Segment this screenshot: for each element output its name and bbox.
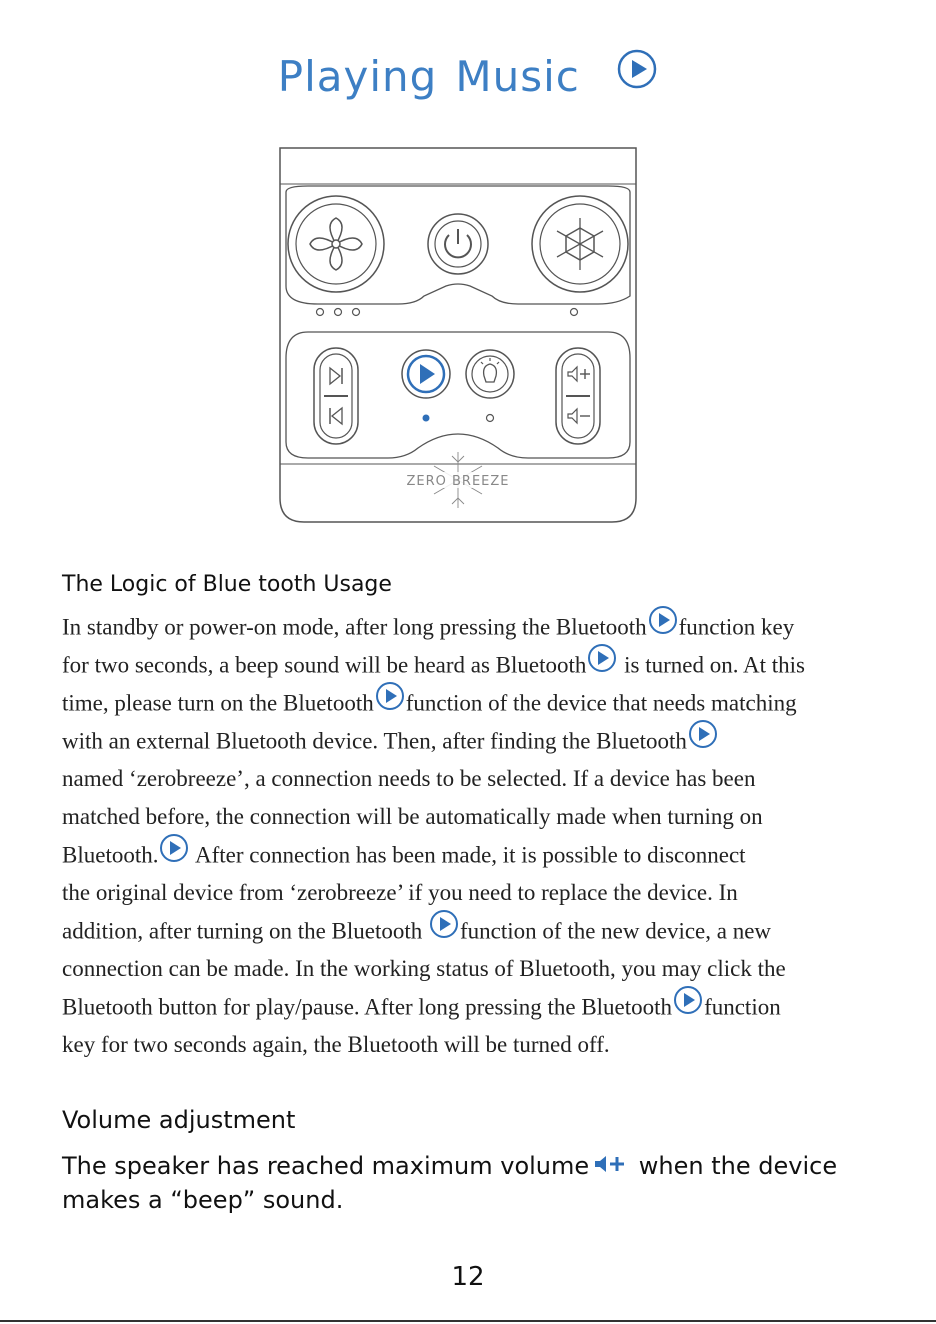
paragraph-line: Bluetooth. After connection has been made, it is possible to disconnect [62,836,882,874]
light-bulb-icon [466,350,514,398]
play-circle-icon [375,681,405,723]
paragraph-line: named ‘zerobreeze’, a connection needs to be selected. If a device has been [62,766,756,791]
device-control-panel-figure [278,146,638,529]
paragraph-line: time, please turn on the Bluetooth function of the device that needs matching [62,684,882,722]
paragraph-line: matched before, the connection will be automatically made when turning on [62,804,763,829]
page-title [0,52,936,106]
volume-up-icon [593,1151,627,1184]
paragraph-line: connection can be made. In the working status of Bluetooth, you may click the [62,956,786,981]
play-circle-icon [587,643,617,685]
page-title-word1: Playing [277,52,438,101]
paragraph-line: for two seconds, a beep sound will be heard as Bluetooth is turned on. At this [62,646,882,684]
paragraph-line: the original device from ‘zerobreeze’ if you need to replace the device. In [62,880,738,905]
play-circle-icon [159,833,189,875]
play-circle-icon [673,985,703,1027]
brand-text: ZERO BREEZE [406,474,510,489]
paragraph-line: with an external Bluetooth device. Then, after finding the Bluetooth [62,722,882,760]
page-number: 12 [451,1262,485,1292]
paragraph-line: key for two seconds again, the Bluetooth will be turned off. [62,1032,610,1057]
section-heading-volume-adjustment: Volume adjustment [62,1106,296,1134]
power-icon [428,214,488,274]
bluetooth-play-icon [402,350,450,398]
play-circle-icon [429,909,459,951]
play-circle-icon [616,48,658,100]
play-circle-icon [688,719,718,761]
bluetooth-usage-paragraph [62,608,882,1064]
section-heading-bluetooth-usage: The Logic of Blue tooth Usage [62,572,392,597]
page-title-word2: Music [455,52,580,101]
fan-icon [288,196,384,292]
paragraph-line: addition, after turning on the Bluetooth function of the new device, a new [62,912,882,950]
volume-max-note: The speaker has reached maximum volume when the device makes a “beep” sound. [62,1152,838,1214]
play-circle-icon [648,605,678,647]
bottom-divider [0,1320,936,1322]
snowflake-icon [532,196,628,292]
paragraph-line: Bluetooth button for play/pause. After long pressing the Bluetooth function [62,988,882,1026]
paragraph-line: In standby or power-on mode, after long pressing the Bluetooth function key [62,608,882,646]
